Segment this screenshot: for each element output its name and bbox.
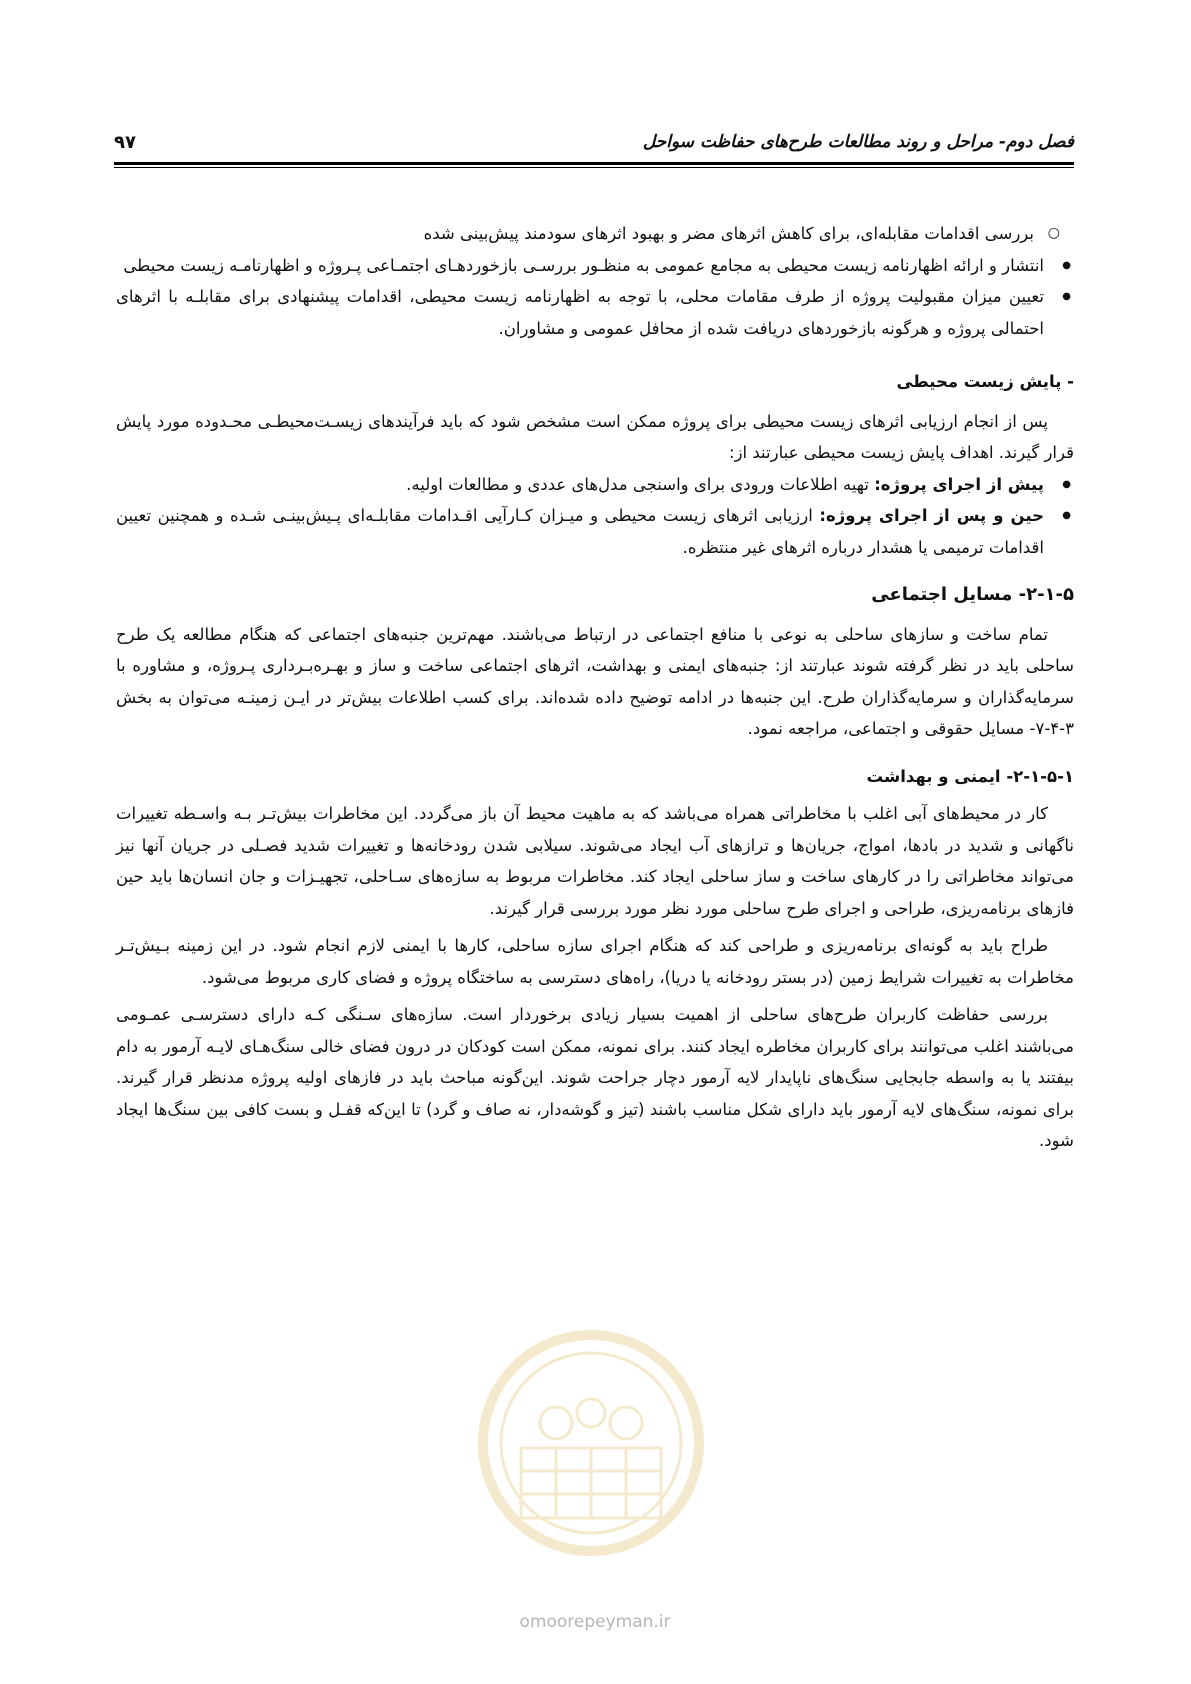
chapter-title: فصل دوم- مراحل و روند مطالعات طرح‌های حفاظت سواحل [642, 132, 1074, 152]
list-item [116, 500, 1074, 563]
monitoring-list [116, 469, 1074, 564]
safety-paragraph: طراح باید به گونه‌ای برنامه‌ریزی و طراحی کند که هنگام اجرای سازه ساحلی، کارها با ایمنی لازم انجام شود. در این زمینه بـیش‌تـر مخاطرات به تغییرات شرایط زمین (در بستر رودخانه یا دریا)، راه‌های دسترسی به ساختگاه پروژه و فضای کاری مربوط می‌شود. [116, 936, 1074, 987]
list-item: ○ بررسی اقدامات مقابله‌ای، برای کاهش اثرهای مضر و بهبود اثرهای سودمند پیش‌بینی شده [116, 218, 1074, 250]
section-heading: ۲-۱-۵- مسایل اجتماعی [871, 584, 1074, 605]
subsection-heading: ۲-۱-۵-۱- ایمنی و بهداشت [866, 766, 1074, 786]
list-item-text: تهیه اطلاعات ورودی برای واسنجی مدل‌های عددی و مطالعات اولیه. [406, 474, 875, 494]
list-item: ● تعیین میزان مقبولیت پروژه از طرف مقامات محلی، با توجه به اظهارنامه زیست محیطی، اقدامات پیشنهادی برای مقابلـه با اثرهای احتمالی پروژه و هرگونه بازخوردهای دریافت شده از محافل عمومی و مشاوران. [116, 281, 1074, 344]
list-item: ● انتشار و ارائه اظهارنامه زیست محیطی به مجامع عمومی به منظـور بررسـی بازخوردهـای اجتمـاعی پـروژه و اظهارنامـه زیست محیطی [116, 250, 1074, 282]
safety-paragraph: کار در محیط‌های آبی اغلب با مخاطراتی همراه می‌باشد که به ماهیت محیط آن باز می‌گردد. این مخاطرات بیش‌تـر بـه واسـطه تغییرات ناگهانی و شدید در بادها، امواج، جریان‌ها و ترازهای آب ایجاد می‌شوند. سیلابی شدن رودخانه‌ها و تغییرات شدید فصـلی در جریان آنها نیز می‌تواند مخاطراتی را در کارهای ساخت و ساز ساحلی ایجاد کند. مخاطرات مربوط به سازه‌های سـاحلی، تجهیـزات و جان انسان‌ها باید حین فازهای برنامه‌ریزی، طراحی و اجرای طرح ساحلی مورد نظر مورد بررسی قرار گیرند. [116, 804, 1074, 918]
header-rule [114, 162, 1074, 168]
publisher-seal-watermark [476, 1328, 706, 1558]
list-item-label: حین و پس از اجرای پروژه: [819, 506, 1045, 525]
list-item-label: پیش از اجرای پروژه: [874, 474, 1044, 494]
monitoring-paragraph: پس از انجام ارزیابی اثرهای زیست محیطی برای پروژه ممکن است مشخص شود که باید فرآیندهای زیسـت‌محیطـی محـدوده مورد پایش قرار گیرند. اهداف پایش زیست محیطی عبارتند از: [116, 411, 1074, 462]
watermark-url: omoorepeyman.ir [519, 1612, 671, 1632]
page-body [116, 218, 1074, 1157]
monitoring-heading: - پایش زیست محیطی [896, 372, 1074, 391]
top-list [116, 218, 1074, 344]
running-header [114, 128, 1074, 156]
social-paragraph: تمام ساخت و سازهای ساحلی به نوعی با منافع اجتماعی در ارتباط می‌باشند. مهم‌ترین جنبه‌های اجتماعی که هنگام مطالعه یک طرح ساحلی باید در نظر گرفته شوند عبارتند از: جنبه‌های ایمنی و بهداشت، اثرهای اجتماعی ساخت و ساز و بهـره‌بـرداری پـروژه، و مشاوره با سرمایه‌گذاران و سرمایه‌گذاران طرح. این جنبه‌ها در ادامه توضیح داده شده‌اند. برای کسب اطلاعات بیش‌تر در ایـن زمینـه می‌توان به بخش ۳-۴-۷- مسایل حقوقی و اجتماعی، مراجعه نمود. [116, 624, 1074, 738]
page-number: ۹۷ [114, 131, 136, 153]
safety-paragraph: بررسی حفاظت کاربران طرح‌های ساحلی از اهمیت بسیار زیادی برخوردار است. سازه‌های سـنگی کـه دارای دسترسـی عمـومی می‌باشند اغلب می‌توانند برای کاربران مخاطره ایجاد کنند. برای نمونه، ممکن است کودکان در درون فضای خالی سنگ‌هـای لایـه آرمور به دام بیفتند یا به واسطه جابجایی سنگ‌های ناپایدار لایه آرمور دچار جراحت شوند. این‌گونه مباحث باید در فازهای اولیه پروژه مدنظر قرار گیرند. برای نمونه، سنگ‌های لایه آرمور باید دارای شکل مناسب باشند (تیز و گوشه‌دار، نه صاف و گرد) تا این‌که قفـل و بست کافی بین سنگ‌ها ایجاد شود. [116, 1005, 1074, 1150]
list-item [116, 469, 1074, 501]
list-item-text: ارزیابی اثرهای زیست محیطی و میـزان کـارآیی اقـدامات مقابلـه‌ای پـیش‌بینـی شـده و همچنین تعیین اقدامات ترمیمی یا هشدار درباره اثرهای غیر منتظره. [116, 506, 1044, 557]
